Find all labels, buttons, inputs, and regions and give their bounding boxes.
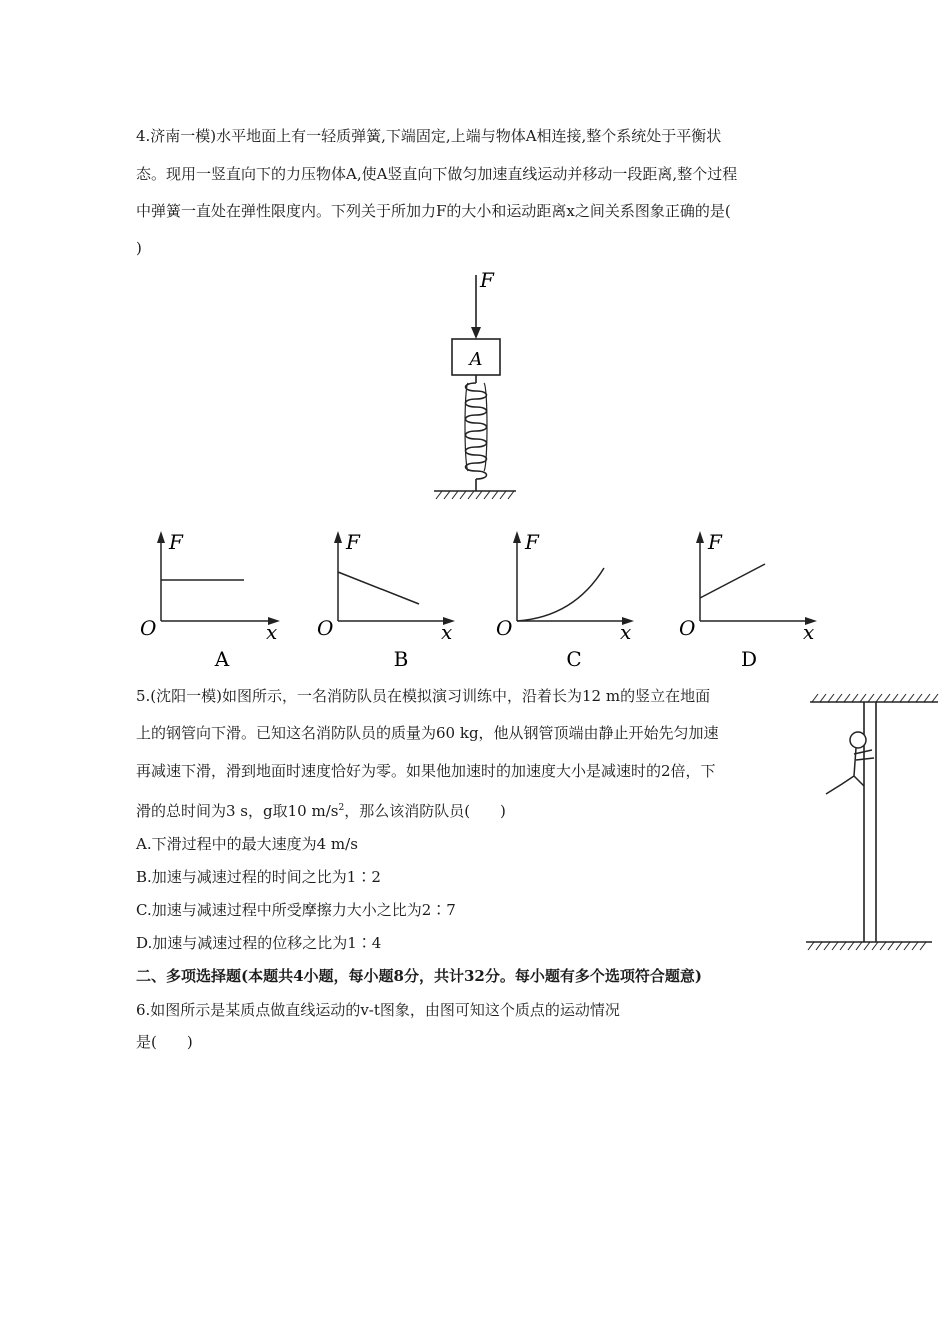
graph-d-y-label: F [708,530,722,554]
q5-option-b: B.加速与减速过程的时间之比为1∶2 [136,868,381,886]
graph-d-origin: O [679,616,696,640]
graph-d [677,525,827,675]
q4-line-2: 态。现用一竖直向下的力压物体A,使A竖直向下做匀加速直线运动并移动一段距离,整个过程 [136,165,738,183]
graph-c [494,525,644,675]
graph-a-origin: O [140,616,157,640]
q5-option-a: A.下滑过程中的最大速度为4 m/s [136,835,358,853]
q6-line-1: 6.如图所示是某质点做直线运动的v-t图象，由图可知这个质点的运动情况 [136,1001,620,1019]
ground-hatch [436,491,514,499]
graph-b-y-label: F [346,530,360,554]
graph-c-origin: O [496,616,513,640]
floor-hatch [808,942,926,950]
block-label: A [469,349,483,370]
q5-line-4-suffix: ，那么该消防队员( ) [344,802,506,820]
graph-b-curve [338,572,419,604]
spring-coil [466,383,487,479]
q4-line-4: ) [136,239,142,257]
q4-line-3: 中弹簧一直处在弹性限度内。下列关于所加力F的大小和运动距离x之间关系图象正确的是( [136,202,731,220]
firefighter-body [826,748,874,794]
graph-a-option-label: A [214,647,230,671]
q5-line-4 [136,798,506,821]
q5-line-2: 上的钢管向下滑。已知这名消防队员的质量为60 kg，他从钢管顶端由静止开始先匀加速 [136,724,719,742]
graph-c-x-label: x [620,620,632,644]
firefighter-pole-figure [802,690,942,955]
q5-line-1: 5.(沈阳一模)如图所示，一名消防队员在模拟演习训练中，沿着长为12 m的竖立在地面 [136,687,711,705]
graph-a [136,525,286,675]
graph-d-x-label: x [803,620,815,644]
graph-b [315,525,465,675]
force-arrow-head [471,327,481,339]
graph-d-curve [700,564,765,598]
ceiling-hatch [812,694,938,702]
graph-c-curve [517,568,604,621]
graph-c-y-label: F [525,530,539,554]
graph-c-option-label: C [566,647,582,671]
spring-side-curves [465,383,487,471]
q5-line-4-superscript: 2 [338,803,345,813]
firefighter-head [850,732,866,748]
q5-line-4-prefix: 滑的总时间为3 s，g取10 m/s [136,802,339,820]
q5-line-3: 再减速下滑，滑到地面时速度恰好为零。如果他加速时的加速度大小是减速时的2倍，下 [136,762,716,780]
q5-option-c: C.加速与减速过程中所受摩擦力大小之比为2∶7 [136,901,456,919]
spring-block-figure [420,265,540,505]
graph-b-option-label: B [393,647,409,671]
q4-line-1: 4.济南一模)水平地面上有一轻质弹簧,下端固定,上端与物体A相连接,整个系统处于平衡状 [136,127,722,145]
force-label: F [480,268,494,292]
graph-a-x-label: x [266,620,278,644]
graph-d-option-label: D [740,647,758,671]
section-2-heading: 二、多项选择题(本题共4小题，每小题8分，共计32分。每小题有多个选项符合题意) [136,967,702,985]
graph-b-x-label: x [441,620,453,644]
graph-b-origin: O [317,616,334,640]
q6-line-2: 是( ) [136,1033,193,1051]
graph-a-y-label: F [169,530,183,554]
q5-option-d: D.加速与减速过程的位移之比为1∶4 [136,934,382,952]
